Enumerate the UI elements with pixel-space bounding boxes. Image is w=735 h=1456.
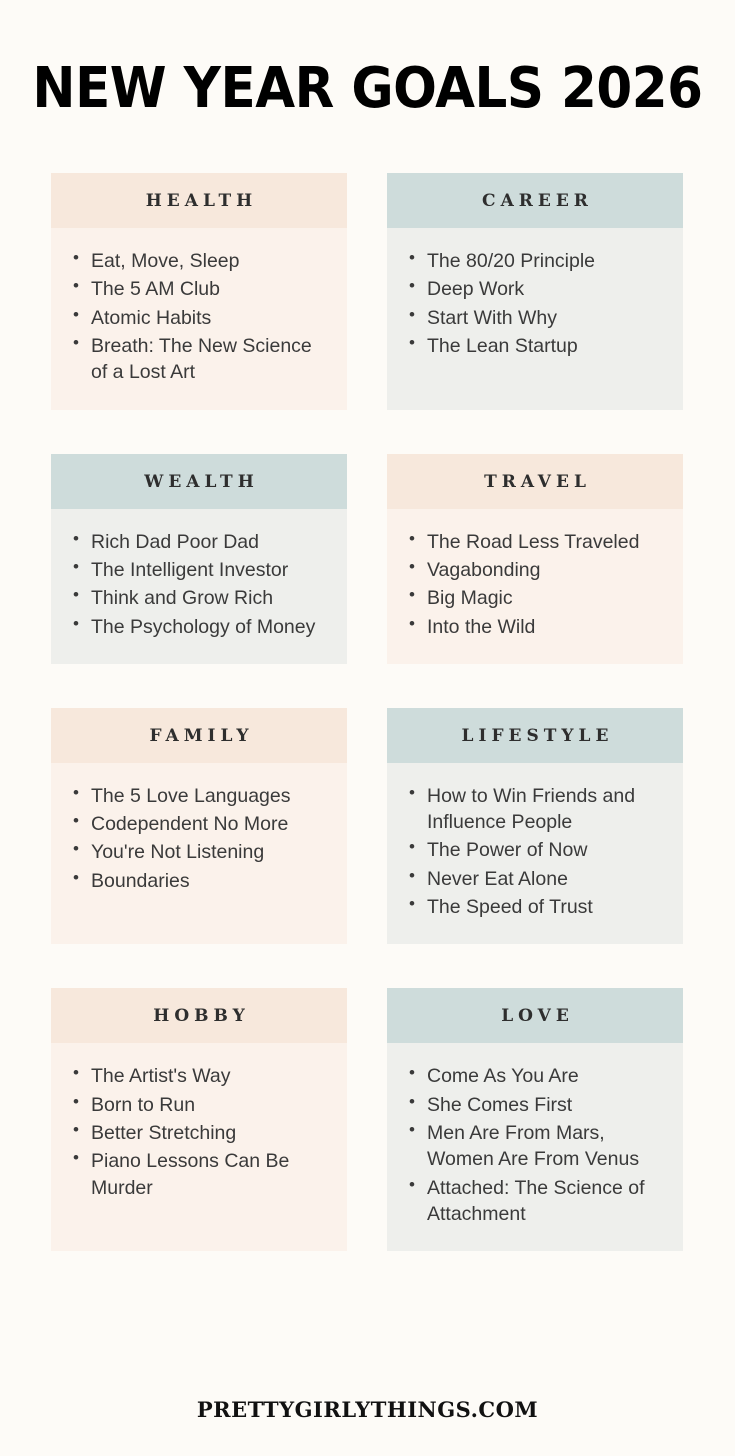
card-body — [387, 509, 683, 664]
book-list — [405, 783, 665, 921]
goal-card-travel — [387, 454, 683, 664]
list-item: • Start With Why — [405, 305, 665, 331]
list-item: • The Intelligent Investor — [69, 557, 329, 583]
list-item: • Breath: The New Science of a Lost Art — [69, 333, 329, 386]
book-list — [405, 248, 665, 359]
card-heading: CAREER — [387, 173, 683, 228]
footer-watermark: PRETTYGIRLYTHINGS.COM — [196, 1397, 539, 1422]
list-item: • Vagabonding — [405, 557, 665, 583]
list-item: • Come As You Are — [405, 1063, 665, 1089]
list-item: • Piano Lessons Can Be Murder — [69, 1148, 329, 1201]
list-item: • Men Are From Mars, Women Are From Venus — [405, 1120, 665, 1173]
list-item: • The 80/20 Principle — [405, 248, 665, 274]
goal-card-health — [51, 173, 347, 410]
list-item: • Eat, Move, Sleep — [69, 248, 329, 274]
list-item: • The 5 Love Languages — [69, 783, 329, 809]
page-title: NEW YEAR GOALS 2026 — [32, 56, 703, 121]
card-heading: LOVE — [387, 988, 683, 1043]
card-heading: FAMILY — [51, 708, 347, 763]
book-list — [405, 529, 665, 640]
book-list — [69, 1063, 329, 1201]
list-item: • Born to Run — [69, 1092, 329, 1118]
list-item: • Boundaries — [69, 868, 329, 894]
goal-card-wealth — [51, 454, 347, 664]
book-list — [69, 529, 329, 640]
list-item: • Think and Grow Rich — [69, 585, 329, 611]
book-list — [69, 248, 329, 386]
card-heading: TRAVEL — [387, 454, 683, 509]
card-body — [51, 228, 347, 410]
list-item: • The Speed of Trust — [405, 894, 665, 920]
book-list — [405, 1063, 665, 1227]
card-body — [51, 1043, 347, 1251]
list-item: • Deep Work — [405, 276, 665, 302]
list-item: • Big Magic — [405, 585, 665, 611]
card-heading: WEALTH — [51, 454, 347, 509]
list-item: • Into the Wild — [405, 614, 665, 640]
list-item: • The Lean Startup — [405, 333, 665, 359]
list-item: • How to Win Friends and Influence People — [405, 783, 665, 836]
list-item: • Atomic Habits — [69, 305, 329, 331]
goals-grid — [0, 173, 735, 1251]
list-item: • Attached: The Science of Attachment — [405, 1175, 665, 1228]
list-item: • Better Stretching — [69, 1120, 329, 1146]
goal-card-love — [387, 988, 683, 1251]
list-item: • Codependent No More — [69, 811, 329, 837]
list-item: • Rich Dad Poor Dad — [69, 529, 329, 555]
goal-card-family — [51, 708, 347, 945]
goal-card-career — [387, 173, 683, 410]
list-item: • The 5 AM Club — [69, 276, 329, 302]
goal-card-hobby — [51, 988, 347, 1251]
book-list — [69, 783, 329, 894]
list-item: • The Psychology of Money — [69, 614, 329, 640]
card-body — [387, 763, 683, 945]
card-body — [51, 509, 347, 664]
card-body — [51, 763, 347, 945]
goal-card-lifestyle — [387, 708, 683, 945]
list-item: • The Artist's Way — [69, 1063, 329, 1089]
card-body — [387, 228, 683, 410]
infographic-page — [0, 56, 735, 1456]
list-item: • The Power of Now — [405, 837, 665, 863]
card-heading: HEALTH — [51, 173, 347, 228]
card-body — [387, 1043, 683, 1251]
list-item: • She Comes First — [405, 1092, 665, 1118]
card-heading: HOBBY — [51, 988, 347, 1043]
card-heading: LIFESTYLE — [387, 708, 683, 763]
list-item: • Never Eat Alone — [405, 866, 665, 892]
list-item: • You're Not Listening — [69, 839, 329, 865]
list-item: • The Road Less Traveled — [405, 529, 665, 555]
